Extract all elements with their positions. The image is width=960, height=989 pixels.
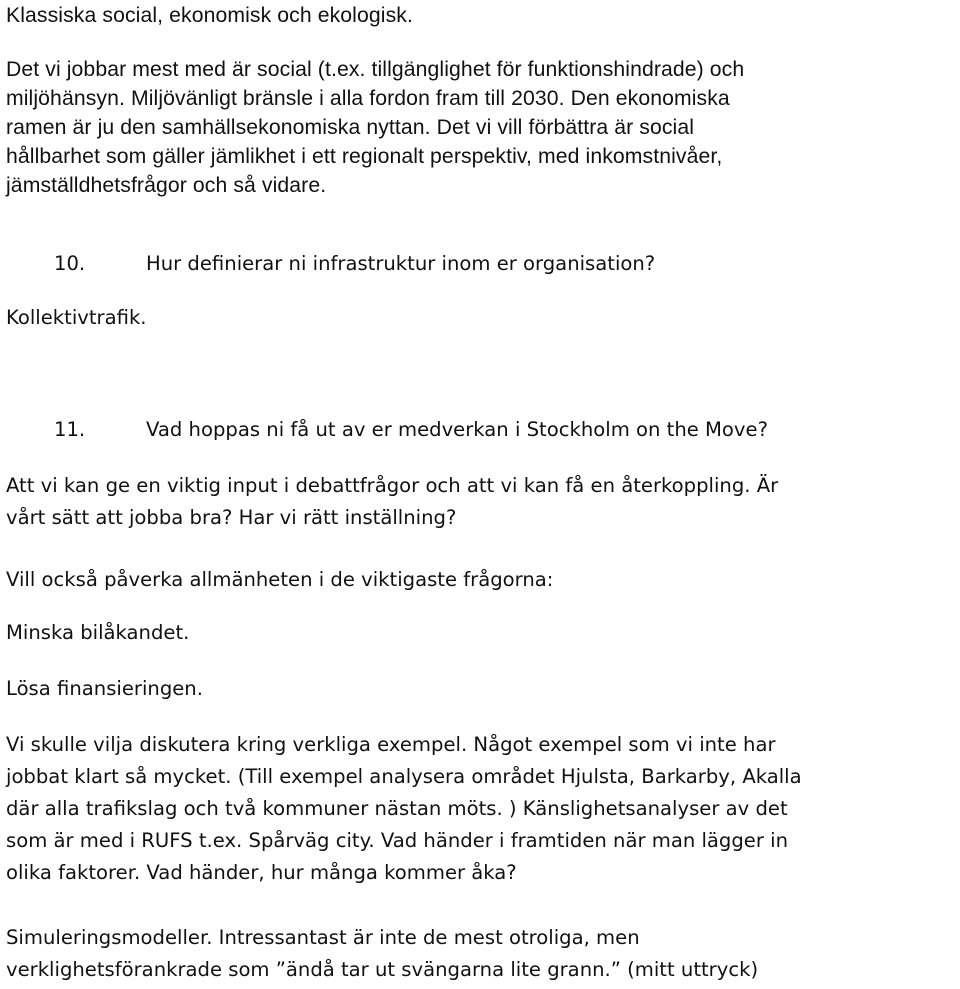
question-number: 10. xyxy=(54,252,86,275)
text-line: Lösa finansieringen. xyxy=(6,677,203,700)
text-line: olika faktorer. Vad händer, hur många kommer åka? xyxy=(6,861,517,884)
answer-10 xyxy=(6,302,147,334)
text-line: där alla trafikslag och två kommuner nästan möts. ) Känslighetsanalyser av det xyxy=(6,797,788,820)
answer-11-examples xyxy=(6,729,802,889)
text-line: Att vi kan ge en viktig input i debattfrågor och att vi kan få en återkoppling. Är xyxy=(6,474,779,497)
answer-11-influence xyxy=(6,564,553,596)
text-line: miljöhänsyn. Miljövänligt bränsle i alla fordon fram till 2030. Den ekonomiska xyxy=(6,87,730,110)
text-line: Det vi jobbar mest med är social (t.ex. tillgänglighet för funktionshindrade) och xyxy=(6,58,745,81)
text-line: som är med i RUFS t.ex. Spårväg city. Vad händer i framtiden när man lägger in xyxy=(6,829,788,852)
question-text: Hur definierar ni infrastruktur inom er organisation? xyxy=(146,252,656,275)
question-number: 11. xyxy=(54,418,86,441)
answer-11-input xyxy=(6,470,778,534)
paragraph-intro xyxy=(6,1,413,30)
text-line: ramen är ju den samhällsekonomiska nyttan. Det vi vill förbättra är social xyxy=(6,116,695,139)
paragraph-social-focus xyxy=(6,55,744,200)
text-line: Kollektivtrafik. xyxy=(6,306,147,329)
answer-11-financing xyxy=(6,673,203,705)
answer-11-simulation xyxy=(6,922,758,986)
text-line: Simuleringsmodeller. Intressantast är inte de mest otroliga, men xyxy=(6,926,640,949)
text-line: verklighetsförankrade som ”ändå tar ut svängarna lite grann.” (mitt uttryck) xyxy=(6,958,759,981)
text-line: jobbat klart så mycket. (Till exempel analysera området Hjulsta, Barkarby, Akalla xyxy=(6,765,802,788)
question-text: Vad hoppas ni få ut av er medverkan i Stockholm on the Move? xyxy=(146,418,768,441)
text-line: vårt sätt att jobba bra? Har vi rätt inställning? xyxy=(6,506,457,529)
text-line: jämställdhetsfrågor och så vidare. xyxy=(6,174,327,197)
text-line: hållbarhet som gäller jämlikhet i ett regionalt perspektiv, med inkomstnivåer, xyxy=(6,145,723,168)
text-line: Vi skulle vilja diskutera kring verkliga exempel. Något exempel som vi inte har xyxy=(6,733,776,756)
text-line: Vill också påverka allmänheten i de viktigaste frågorna: xyxy=(6,568,554,591)
text-line: Minska bilåkandet. xyxy=(6,621,190,644)
answer-11-reduce-driving xyxy=(6,617,189,649)
text-line: Klassiska social, ekonomisk och ekologisk. xyxy=(6,4,413,27)
